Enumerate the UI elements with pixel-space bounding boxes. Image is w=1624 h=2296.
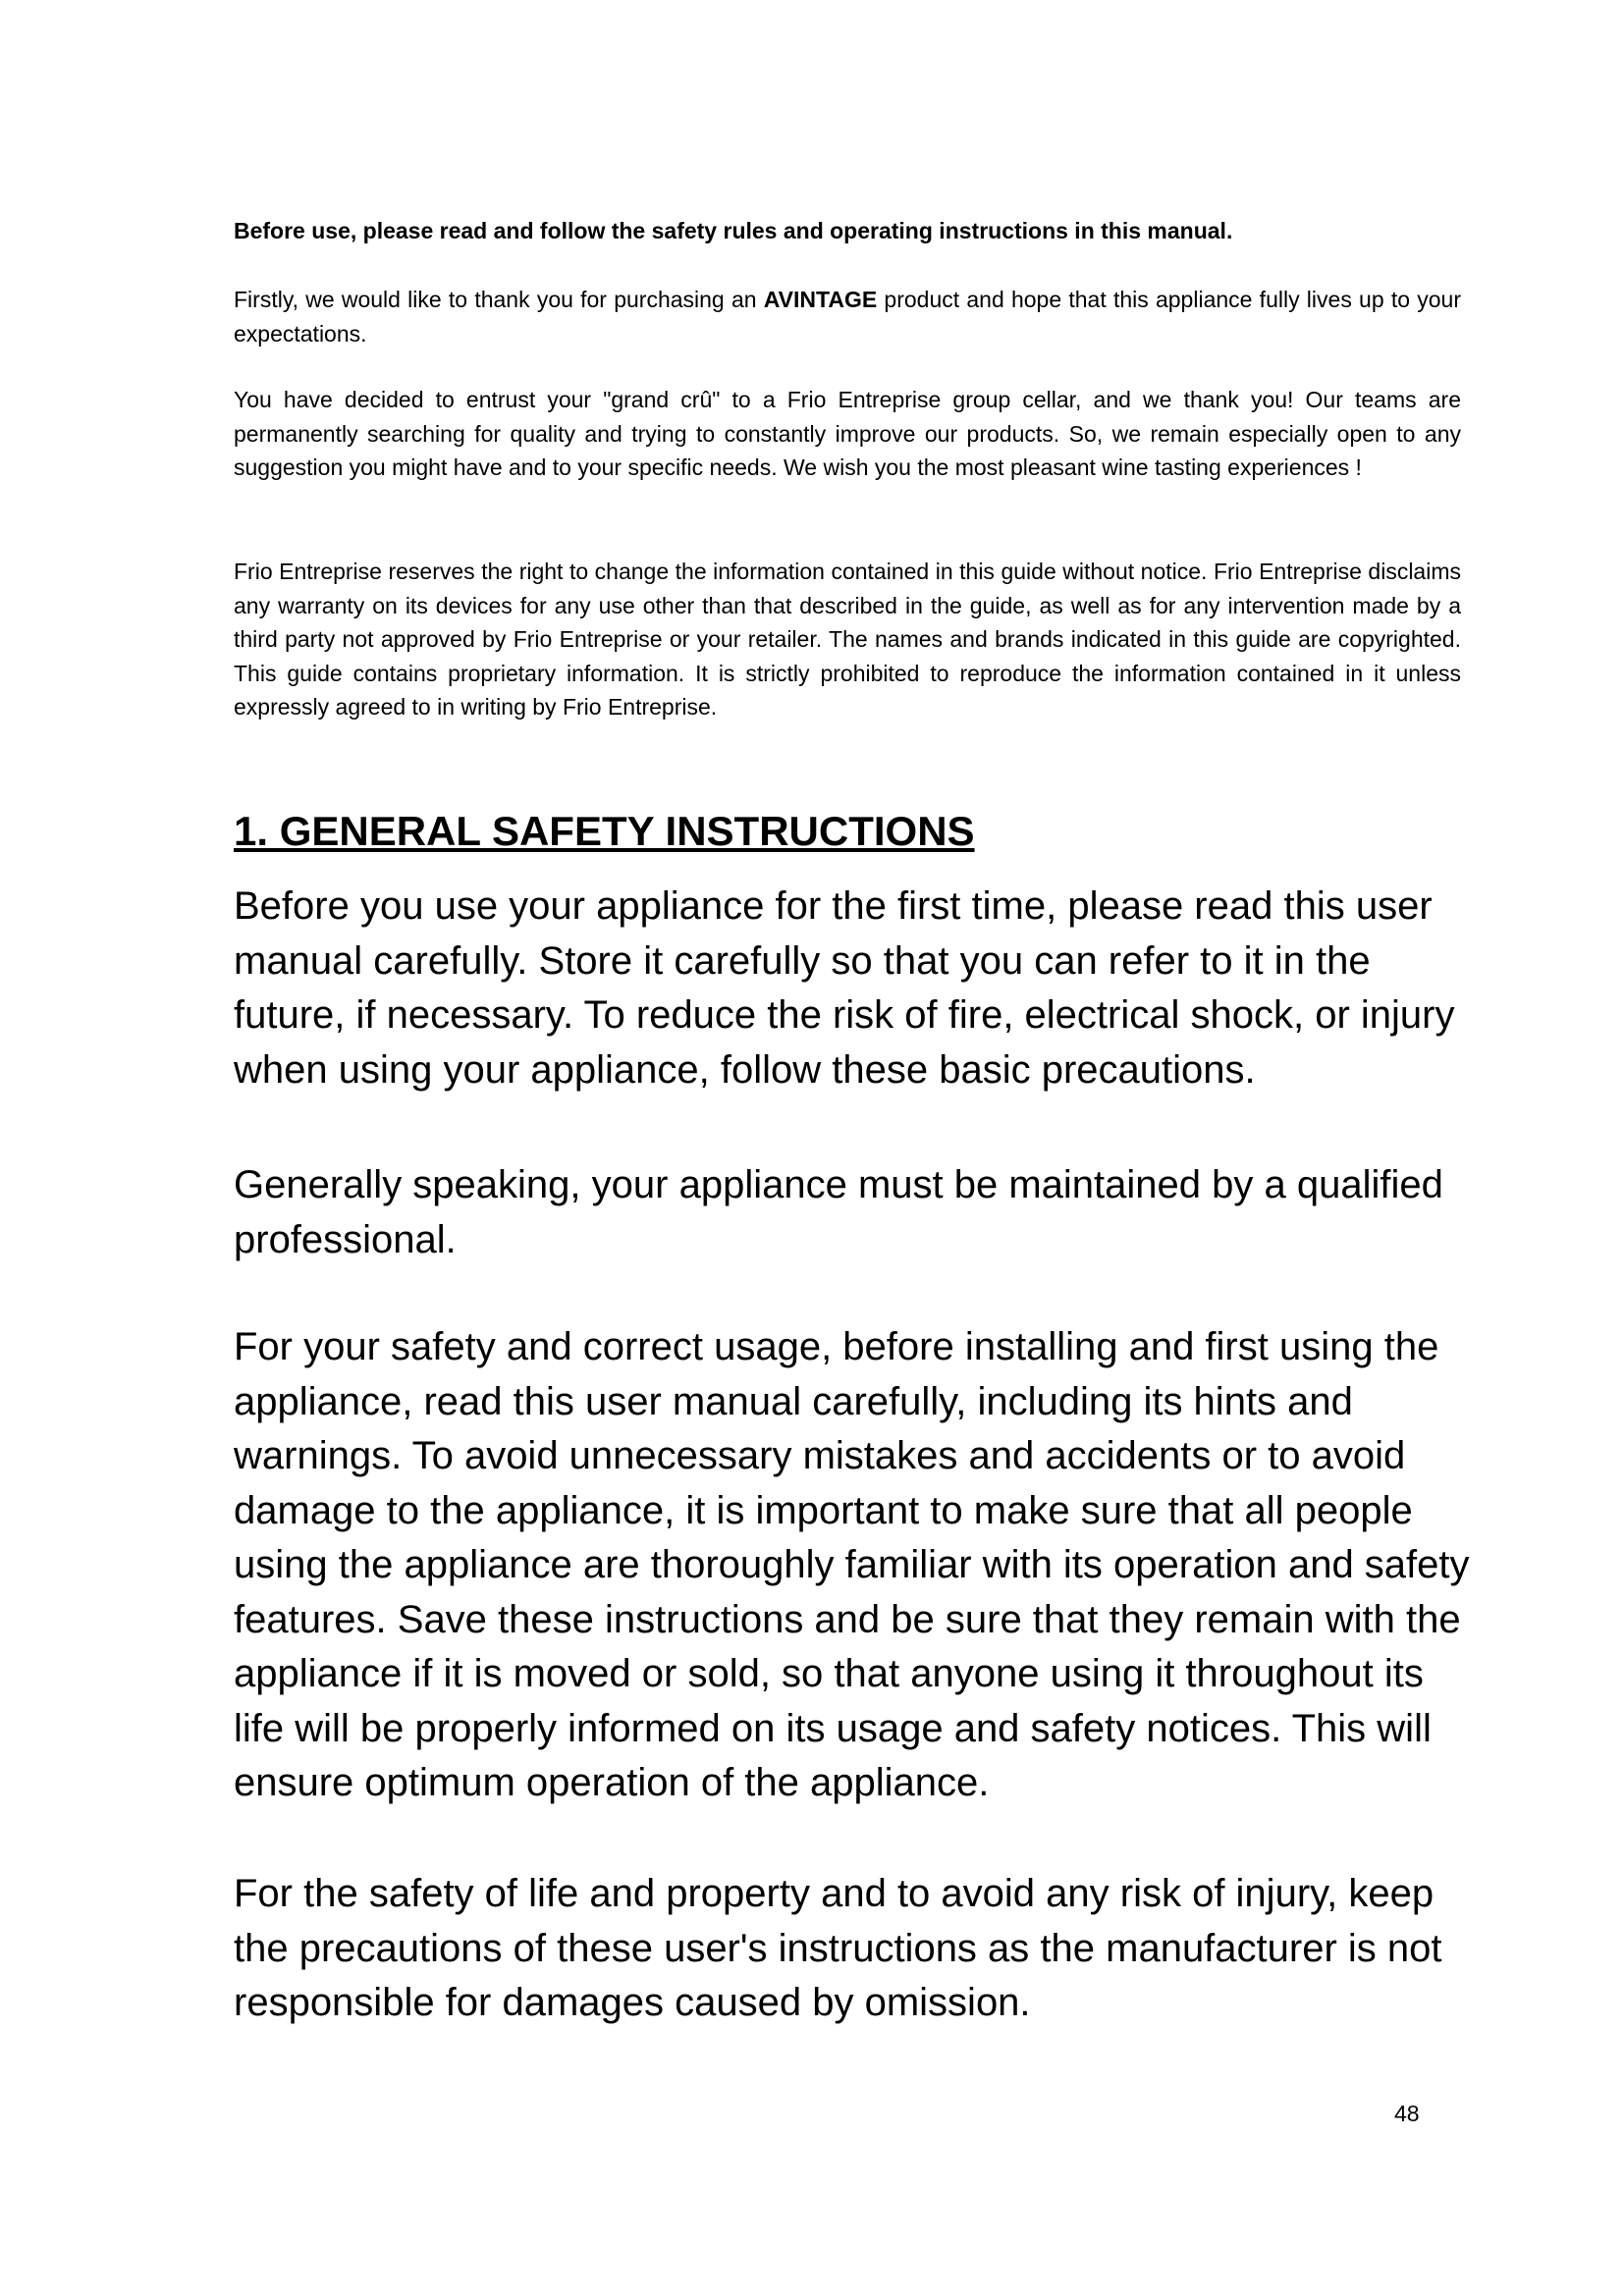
entrust-paragraph: You have decided to entrust your "grand crû" to a Frio Entreprise group cellar, and we thank you! Our teams are permanently searching for quality and trying to constantly improve our products. So, we remain especially open to any suggestion you might have and to your specific needs. We wish you the most pleasant wine tasting experiences ! — [234, 387, 1461, 480]
page-number: 48 — [1394, 2101, 1420, 2126]
intro-warning: Before use, please read and follow the safety rules and operating instructions in this manual. — [234, 218, 1233, 243]
section-title: 1. GENERAL SAFETY INSTRUCTIONS — [234, 808, 975, 854]
safety-paragraph-2: Generally speaking, your appliance must be maintained by a qualified professional. — [234, 1163, 1443, 1261]
safety-paragraph-1: Before you use your appliance for the first time, please read this user manual carefully. Store it carefully so that you can refer to it in the future, if necessary. To reduce the risk of fire, electrical shock, or injury when using your appliance, follow these basic precautions. — [234, 884, 1455, 1092]
safety-paragraph-3: For your safety and correct usage, before installing and first using the appliance, read this user manual carefully, including its hints and warnings. To avoid unnecessary mistakes and accidents or to avoid damage to the appliance, it is important to make sure that all people using the appliance are thoroughly familiar with its operation and safety features. Save these instructions and be sure that they remain with the appliance if it is moved or sold, so that anyone using it throughout its life will be properly informed on its usage and safety notices. This will ensure optimum operation of the appliance. — [234, 1325, 1470, 1804]
thanks-after: product and hope that this appliance fully lives up to your expectations. — [234, 287, 1462, 347]
safety-paragraph-4: For the safety of life and property and to avoid any risk of injury, keep the precautions of these user's instructions as the manufacturer is not responsible for damages caused by omission. — [234, 1872, 1442, 2024]
disclaimer-paragraph: Frio Entreprise reserves the right to change the information contained in this guide without notice. Frio Entreprise disclaims any warranty on its devices for any use other than that described in the guide, as well as for any intervention made by a third party not approved by Frio Entreprise or your retailer. The names and brands indicated in this guide are copyrighted. This guide contains proprietary information. It is strictly prohibited to reproduce the information contained in it unless expressly agreed to in writing by Frio Entreprise. — [234, 559, 1461, 720]
thanks-before: Firstly, we would like to thank you for purchasing an — [234, 287, 764, 312]
thanks-paragraph — [234, 283, 1461, 350]
brand-name: AVINTAGE — [763, 287, 878, 312]
